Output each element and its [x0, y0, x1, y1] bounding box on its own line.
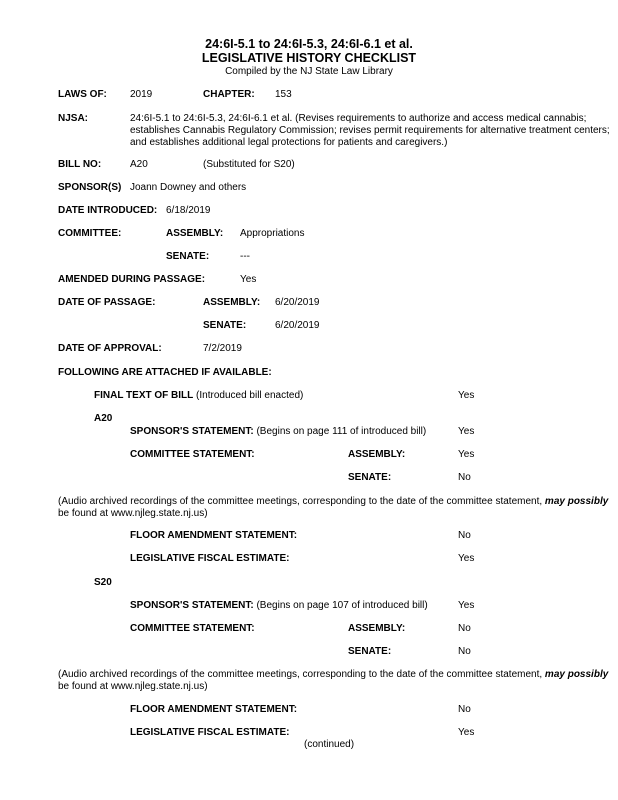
amended-label: AMENDED DURING PASSAGE:: [58, 274, 206, 285]
a20-sponsor-value: Yes: [458, 426, 475, 437]
final-text-row: [94, 390, 303, 402]
s20-fiscal-value: Yes: [458, 727, 475, 738]
s20-floor-label: FLOOR AMENDMENT STATEMENT:: [130, 704, 298, 715]
a20-committee-label: COMMITTEE STATEMENT:: [130, 449, 255, 460]
sponsors-value: Joann Downey and others: [130, 182, 247, 193]
passage-senate-value: 6/20/2019: [275, 320, 320, 331]
a20-fiscal-label: LEGISLATIVE FISCAL ESTIMATE:: [130, 553, 290, 564]
bill-substituted-note: (Substituted for S20): [203, 159, 295, 170]
final-text-value: Yes: [458, 390, 475, 401]
amended-value: Yes: [240, 274, 257, 285]
a20-assembly-value: Yes: [458, 449, 475, 460]
sponsors-label: SPONSOR(S): [58, 182, 122, 193]
a20-senate-label: SENATE:: [348, 472, 392, 483]
a20-floor-value: No: [458, 530, 471, 541]
final-text-label: FINAL TEXT OF BILL: [94, 390, 194, 401]
final-text-note: (Introduced bill enacted): [196, 390, 304, 401]
committee-senate-label: SENATE:: [166, 251, 210, 262]
s20-committee-label: COMMITTEE STATEMENT:: [130, 623, 255, 634]
s20-fiscal-label: LEGISLATIVE FISCAL ESTIMATE:: [130, 727, 290, 738]
committee-assembly-value: Appropriations: [240, 228, 305, 239]
a20-audio-note: [58, 496, 608, 508]
njsa-line: 24:6I-5.1 to 24:6I-5.3, 24:6I-6.1 et al. (Revises requirements to authorize and access medical cannabis;: [130, 113, 587, 124]
attached-heading: FOLLOWING ARE ATTACHED IF AVAILABLE:: [58, 367, 272, 378]
passage-label: DATE OF PASSAGE:: [58, 297, 156, 308]
passage-assembly-value: 6/20/2019: [275, 297, 320, 308]
committee-assembly-label: ASSEMBLY:: [166, 228, 224, 239]
s20-senate-label: SENATE:: [348, 646, 392, 657]
njsa-label: NJSA:: [58, 113, 89, 124]
s20-audio-link-line: be found at www.njleg.state.nj.us): [58, 681, 208, 692]
a20-heading: A20: [94, 413, 113, 424]
chapter-value: 153: [275, 89, 292, 100]
a20-sponsor-note: (Begins on page 111 of introduced bill): [256, 426, 427, 437]
approval-label: DATE OF APPROVAL:: [58, 343, 162, 354]
a20-senate-value: No: [458, 472, 471, 483]
laws-of-value: 2019: [130, 89, 153, 100]
s20-assembly-value: No: [458, 623, 471, 634]
s20-sponsor-value: Yes: [458, 600, 475, 611]
a20-assembly-label: ASSEMBLY:: [348, 449, 406, 460]
s20-sponsor-row: [130, 600, 428, 612]
s20-floor-value: No: [458, 704, 471, 715]
date-introduced-label: DATE INTRODUCED:: [58, 205, 158, 216]
date-introduced-value: 6/18/2019: [166, 205, 211, 216]
s20-audio-emphasis: may possibly: [544, 669, 609, 680]
a20-sponsor-label: SPONSOR'S STATEMENT:: [130, 426, 254, 437]
a20-audio-emphasis: may possibly: [544, 496, 609, 507]
s20-senate-value: No: [458, 646, 471, 657]
s20-assembly-label: ASSEMBLY:: [348, 623, 406, 634]
document-title: 24:6I-5.1 to 24:6I-5.3, 24:6I-6.1 et al.: [205, 37, 413, 51]
s20-audio-text: (Audio archived recordings of the committee meetings, corresponding to the date of the committee statement,: [58, 669, 543, 680]
committee-label: COMMITTEE:: [58, 228, 122, 239]
document-subtitle: LEGISLATIVE HISTORY CHECKLIST: [201, 51, 417, 65]
passage-assembly-label: ASSEMBLY:: [203, 297, 261, 308]
a20-audio-text: (Audio archived recordings of the committee meetings, corresponding to the date of the committee statement,: [58, 496, 543, 507]
continued-note: (continued): [304, 739, 355, 750]
laws-of-label: LAWS OF:: [58, 89, 107, 100]
passage-senate-label: SENATE:: [203, 320, 247, 331]
bill-no-label: BILL NO:: [58, 159, 102, 170]
a20-audio-link-line: be found at www.njleg.state.nj.us): [58, 508, 208, 519]
a20-fiscal-value: Yes: [458, 553, 475, 564]
a20-sponsor-row: [130, 426, 426, 438]
s20-audio-note: [58, 669, 608, 681]
a20-floor-label: FLOOR AMENDMENT STATEMENT:: [130, 530, 298, 541]
s20-heading: S20: [94, 577, 112, 588]
njsa-line: establishes Cannabis Regulatory Commission; revises permit requirements for alternative treatment centers;: [130, 125, 610, 136]
bill-no-value: A20: [130, 159, 148, 170]
s20-sponsor-label: SPONSOR'S STATEMENT:: [130, 600, 254, 611]
approval-value: 7/2/2019: [203, 343, 242, 354]
compiled-by: Compiled by the NJ State Law Library: [225, 66, 393, 77]
chapter-label: CHAPTER:: [203, 89, 255, 100]
s20-sponsor-note: (Begins on page 107 of introduced bill): [256, 600, 428, 611]
committee-senate-value: ---: [240, 251, 250, 262]
njsa-line: and establishes additional legal protections for patients and caregivers.): [130, 137, 448, 148]
